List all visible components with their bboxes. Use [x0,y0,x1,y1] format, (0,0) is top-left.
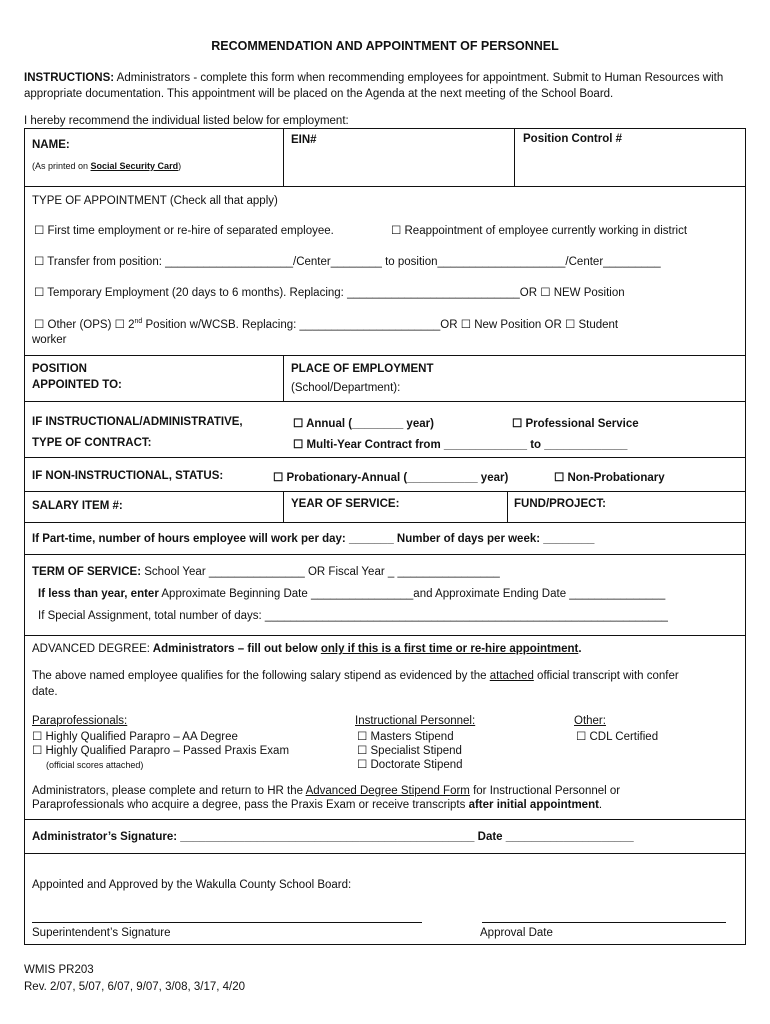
student-worker-continuation: worker [32,334,67,346]
checkbox-reappointment[interactable]: ☐ Reappointment of employee currently working in district [391,225,688,237]
instructions-text: Administrators - complete this form when recommending employees for appointment. Submit to Human Resources with appropriate documentation. This appointment will be placed on the Agenda at the next meeting of the School Board. [24,72,724,100]
approval-date-label: Approval Date [480,927,553,939]
checkbox-other-ops[interactable]: ☐ Other (OPS) ☐ 2nd Position w/WCSB. Replacing: ______________________OR ☐ New Position OR ☐ Student [34,318,619,331]
divider [283,491,284,522]
checkbox-probationary-annual[interactable]: ☐ Probationary-Annual (___________ year) [273,472,509,484]
checkbox-parapro-praxis[interactable]: ☐ Highly Qualified Parapro – Passed Praxis Exam [32,745,290,757]
divider [25,853,745,854]
position-appointed-to-label: APPOINTED TO: [32,379,122,391]
divider [25,635,745,636]
instructional-personnel-heading: Instructional Personnel: [355,715,476,727]
form-id: WMIS PR203 [24,964,94,976]
type-of-appointment-heading: TYPE OF APPOINTMENT (Check all that apply) [32,195,278,207]
instructions [24,70,750,102]
stipend-form-instructions-continued: Paraprofessionals who acquire a degree, pass the Praxis Exam or receive transcripts after initial appointment. [32,799,603,811]
recommend-statement: I hereby recommend the individual listed below for employment: [24,115,349,127]
divider [25,522,745,523]
term-of-service-label: TERM OF SERVICE: [32,566,142,578]
non-instructional-status-label: IF NON-INSTRUCTIONAL, STATUS: [32,470,224,482]
divider [283,355,284,401]
administrator-signature-line: Administrator’s Signature: ______________________________________________ Date ____________________ [32,831,634,843]
qualifies-statement-continued: date. [32,686,58,698]
advanced-degree-stipend-form-link: Advanced Degree Stipend Form [305,785,470,797]
divider [25,491,745,492]
checkbox-professional-service[interactable]: ☐ Professional Service [512,418,639,430]
divider [25,457,745,458]
superintendent-signature-field [32,922,422,923]
divider [25,186,745,187]
place-of-employment-label: PLACE OF EMPLOYMENT [291,363,434,375]
less-than-year-dates: If less than year, enter Approximate Beginning Date ________________and Approximate Ending Date _______________ [38,588,666,600]
divider [25,355,745,356]
qualifies-statement: The above named employee qualifies for the following salary stipend as evidenced by the attached official transcript with confer [32,670,679,682]
place-of-employment-note: (School/Department): [291,382,401,394]
name-note: (As printed on Social Security Card) [32,161,182,171]
document-title: RECOMMENDATION AND APPOINTMENT OF PERSONNEL [211,39,559,53]
divider [25,819,745,820]
checkbox-doctorate-stipend[interactable]: ☐ Doctorate Stipend [357,759,463,771]
checkbox-parapro-aa-degree[interactable]: ☐ Highly Qualified Parapro – AA Degree [32,731,238,743]
stipend-form-instructions: Administrators, please complete and return to HR the Advanced Degree Stipend Form for Instructional Personnel or [32,785,621,797]
other-heading: Other: [574,715,606,727]
fund-project-label: FUND/PROJECT: [514,498,607,510]
personnel-form [24,128,746,945]
checkbox-specialist-stipend[interactable]: ☐ Specialist Stipend [357,745,462,757]
special-assignment-days: If Special Assignment, total number of days: _______________________________________________________________ [38,610,668,622]
checkbox-transfer[interactable]: ☐ Transfer from position: ____________________/Center________ to position____________________/Center_________ [34,256,661,268]
board-approval-statement: Appointed and Approved by the Wakulla County School Board: [32,879,352,891]
checkbox-masters-stipend[interactable]: ☐ Masters Stipend [357,731,454,743]
checkbox-first-time-employment[interactable]: ☐ First time employment or re-hire of separated employee. [34,225,334,237]
divider [25,554,745,555]
checkbox-cdl-certified[interactable]: ☐ CDL Certified [576,731,659,743]
term-of-service [32,566,500,578]
approval-date-field [482,922,726,923]
instructions-label: INSTRUCTIONS: [24,72,115,84]
official-scores-note: (official scores attached) [46,760,144,770]
divider [283,129,284,186]
part-time-hours: If Part-time, number of hours employee will work per day: _______ Number of days per week: ________ [32,533,595,545]
school-fiscal-year: School Year _______________ OR Fiscal Year _ ________________ [141,566,500,578]
paraprofessionals-heading: Paraprofessionals: [32,715,128,727]
checkbox-temporary-employment[interactable]: ☐ Temporary Employment (20 days to 6 months). Replacing: ___________________________OR ☐ NEW Position [34,287,625,299]
checkbox-annual-contract[interactable]: ☐ Annual (________ year) [293,418,434,430]
divider [514,129,515,186]
salary-item-label: SALARY ITEM #: [32,500,123,512]
instructional-label: IF INSTRUCTIONAL/ADMINISTRATIVE, [32,416,243,428]
type-of-contract-label: TYPE OF CONTRACT: [32,437,152,449]
ein-label: EIN# [291,134,317,146]
checkbox-non-probationary[interactable]: ☐ Non-Probationary [554,472,665,484]
social-security-card-link: Social Security Card [90,161,179,171]
position-control-label: Position Control # [523,133,623,145]
revision-history: Rev. 2/07, 5/07, 6/07, 9/07, 3/08, 3/17, 4/20 [24,981,246,993]
divider [25,401,745,402]
checkbox-multi-year-contract[interactable]: ☐ Multi-Year Contract from _____________ to _____________ [293,439,628,451]
name-label: NAME: [32,139,70,151]
superintendent-signature-label: Superintendent’s Signature [32,927,171,939]
position-label: POSITION [32,363,87,375]
advanced-degree-heading: ADVANCED DEGREE: Administrators – fill out below only if this is a first time or re-hire appointment. [32,643,582,655]
year-of-service-label: YEAR OF SERVICE: [291,498,400,510]
divider [507,491,508,522]
